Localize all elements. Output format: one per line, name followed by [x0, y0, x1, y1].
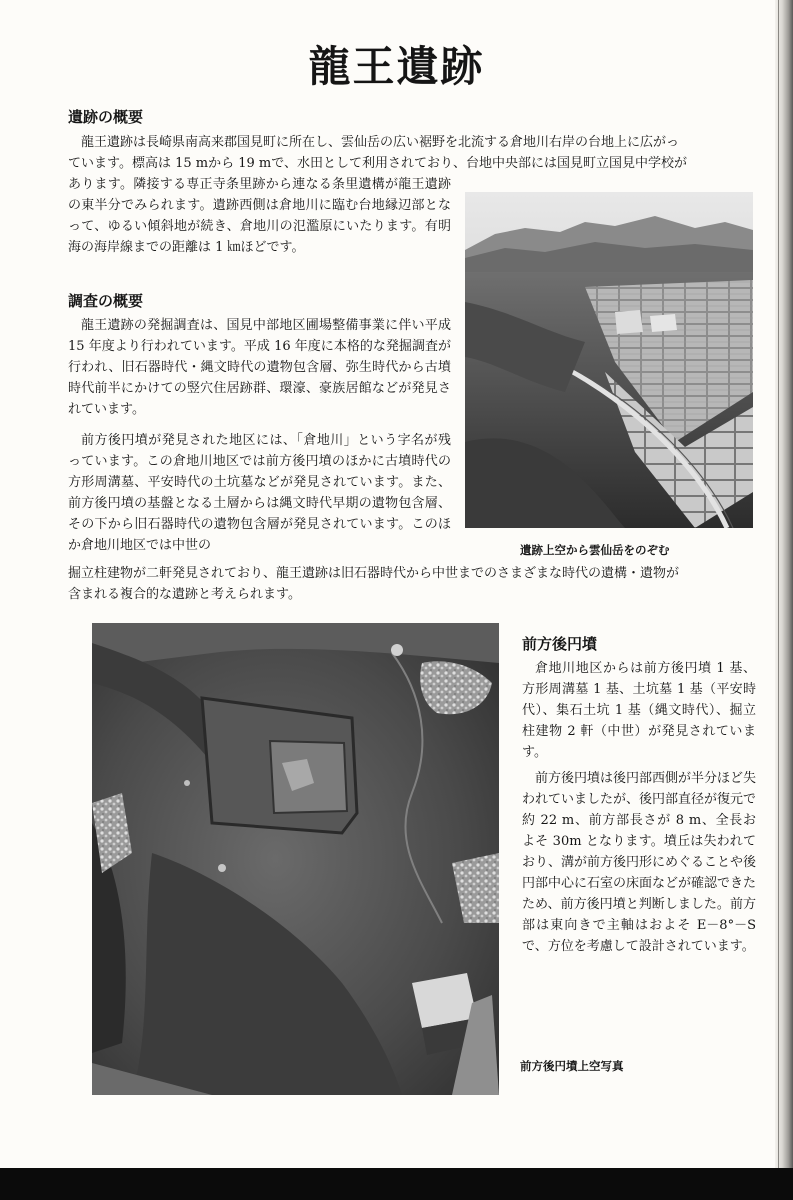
kofun-aerial-image — [92, 623, 499, 1095]
survey-paragraph-1: 龍王遺跡の発掘調査は、国見中部地区圃場整備事業に伴い平成 15 年度より行われています。平成 16 年度に本格的な発掘調査が行われ、旧石器時代・縄文時代の遺物包含層、弥生時代から古墳時代前半にかけての竪穴住居跡群、環濠、豪族居館などが発見されています。 — [68, 318, 451, 417]
kofun-aerial-photo — [92, 623, 499, 1095]
page-title: 龍王遺跡 — [308, 42, 485, 91]
overview-paragraph-line-1: 龍王遺跡は長崎県南高来郡国見町に所在し、雲仙岳の広い裾野を北流する倉地川右岸の台地上に広がっ — [81, 135, 680, 150]
overview-paragraph-rest: あります。隣接する専正寺条里跡から連なる条里遺構が龍王遺跡の東半分でみられます。遺跡西側は倉地川に臨む台地縁辺部となって、ゆるい傾斜地が続き、倉地川の氾濫原にいたります。有明海の海岸線までの距離は 1 ㎞ほどです。 — [68, 177, 451, 255]
kofun-paragraph-1: 倉地川地区からは前方後円墳 1 基、方形周溝墓 1 基、土坑墓 1 基（平安時代）、集石土坑 1 基（縄文時代）、掘立柱建物 2 軒（中世）が発見されています。 — [522, 661, 756, 760]
kofun-paragraph-2: 前方後円墳は後円部西側が半分ほど失われていましたが、後円部直径が復元で約 22 m、前方部長さが 8 m、全長およそ 30m となります。墳丘は失われており、溝が前方後円形にめぐることや後円部中心に石室の床面などが確認できたため、前方後円墳と判断しました。前方部は東向きで主軸はおよそ E－8°－S で、方位を考慮して設計されています。 — [522, 771, 757, 954]
aerial-view-photo — [465, 192, 753, 528]
kofun-heading: 前方後円墳 — [522, 635, 598, 653]
survey-paragraph-2-line-wide-1: 掘立柱建物が二軒発見されており、龍王遺跡は旧石器時代から中世までのさまざまな時代の遺構・遺物が — [68, 566, 680, 581]
overview-heading: 遺跡の概要 — [68, 108, 144, 126]
kofun-aerial-caption: 前方後円墳上空写真 — [520, 1059, 624, 1073]
scanned-page-edge-line — [778, 0, 779, 1168]
survey-paragraph-2-line-wide-2: 含まれる複合的な遺跡と考えられます。 — [68, 587, 301, 602]
overview-paragraph-line-2: ています。標高は 15 mから 19 mで、水田として利用されており、台地中央部には国見町立国見中学校が — [68, 156, 687, 171]
aerial-view-image — [465, 192, 753, 528]
survey-heading: 調査の概要 — [68, 292, 144, 310]
aerial-view-caption: 遺跡上空から雲仙岳をのぞむ — [520, 543, 670, 557]
scanned-bottom-band — [0, 1168, 793, 1200]
survey-paragraph-2: 前方後円墳が発見された地区には、「倉地川」という字名が残っています。この倉地川地区では前方後円墳のほかに古墳時代の方形周溝墓、平安時代の土坑墓などが発見されています。また、前方後円墳の基盤となる土層からは縄文時代早期の遺物包含層、その下から旧石器時代の遺物包含層が発見されています。このほか倉地川地区では中世の — [68, 433, 451, 553]
